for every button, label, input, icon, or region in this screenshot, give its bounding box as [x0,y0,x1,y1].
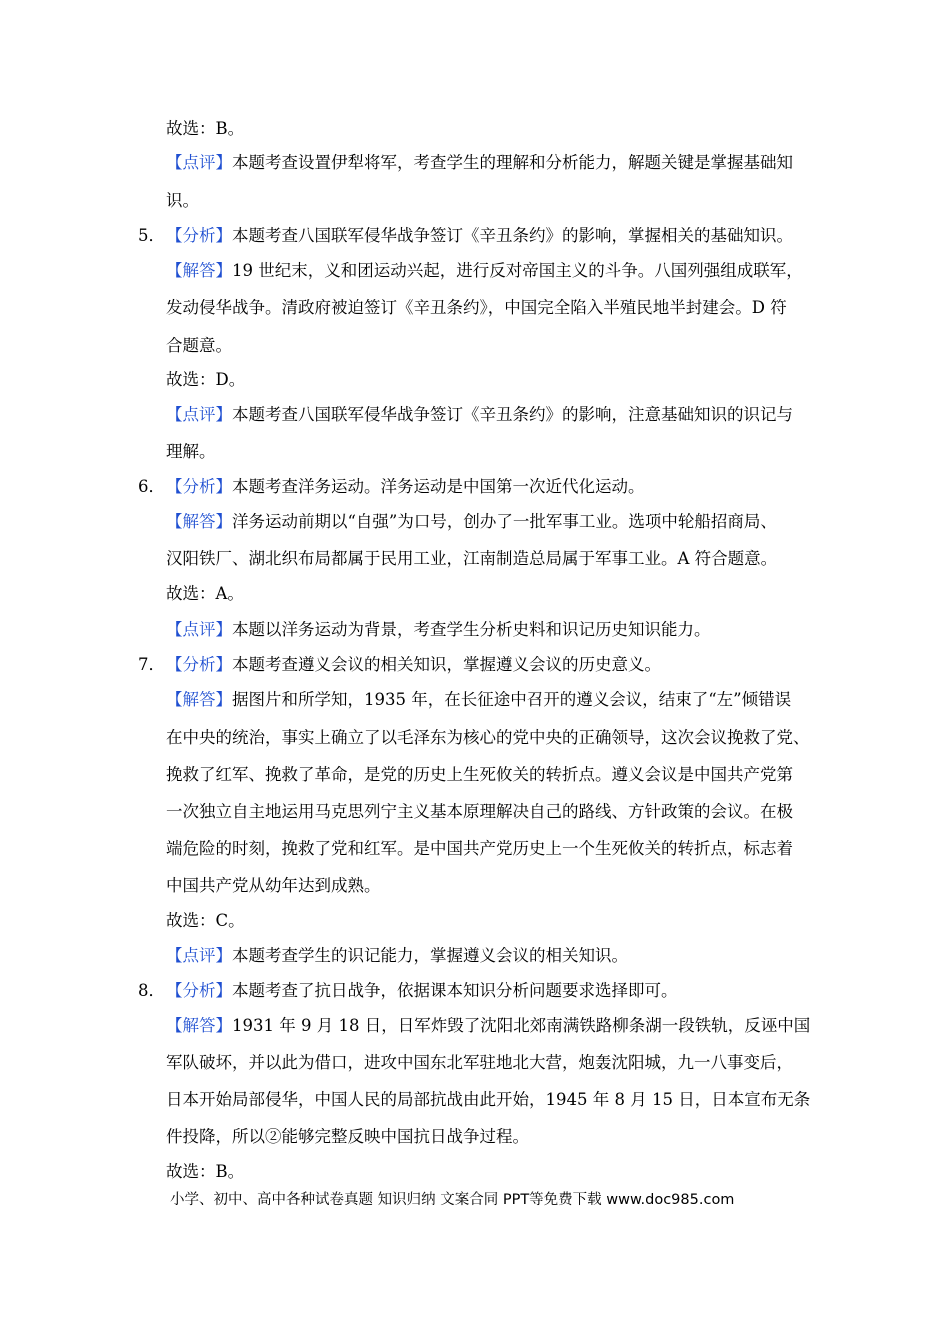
comment-tag: 【点评】 [166,620,232,639]
question-number-8: 8． [138,981,165,1000]
answer-tag: 【解答】 [166,512,232,531]
answer-7-line6: 中国共产党从幼年达到成熟。 [166,876,381,895]
answer-5-line2: 发动侵华战争。清政府被迫签订《辛丑条约》，中国完全陷入半殖民地半封建会。D 符 [166,298,787,317]
comment-tag: 【点评】 [166,405,232,424]
answer-8: 【解答】1931 年 9 月 18 日，日军炸毁了沈阳北郊南满铁路柳条湖一段铁轨，反诬中国 [166,1016,811,1035]
question-number-5: 5． [138,226,165,245]
analysis-tag: 【分析】 [166,981,232,1000]
answer-5-line3: 合题意。 [166,336,232,355]
answer-6: 【解答】洋务运动前期以“自强”为口号，创办了一批军事工业。选项中轮船招商局、 [166,512,777,531]
conclusion-7: 故选：C。 [166,911,245,930]
answer-5: 【解答】19 世纪末，义和团运动兴起，进行反对帝国主义的斗争。八国列强组成联军， [166,261,803,280]
comment-5-cont: 理解。 [166,442,216,461]
analysis-8: 【分析】本题考查了抗日战争，依据课本知识分析问题要求选择即可。 [166,981,678,1000]
conclusion-4: 故选：B。 [166,119,245,138]
comment-tag: 【点评】 [166,946,232,965]
answer-tag: 【解答】 [166,1016,232,1035]
analysis-5: 【分析】本题考查八国联军侵华战争签订《辛丑条约》的影响，掌握相关的基础知识。 [166,226,793,245]
answer-8-line2: 军队破坏，并以此为借口，进攻中国东北军驻地北大营，炮轰沈阳城，九一八事变后， [166,1053,793,1072]
answer-7-line4: 一次独立自主地运用马克思列宁主义基本原理解决自己的路线、方针政策的会议。在极 [166,802,793,821]
analysis-tag: 【分析】 [166,226,232,245]
answer-7-line2: 在中央的统治，事实上确立了以毛泽东为核心的党中央的正确领导，这次会议挽救了党、 [166,728,810,747]
answer-7-line5: 端危险的时刻，挽救了党和红军。是中国共产党历史上一个生死攸关的转折点，标志着 [166,839,793,858]
comment-6: 【点评】本题以洋务运动为背景，考查学生分析史料和识记历史知识能力。 [166,620,711,639]
comment-4-cont: 识。 [166,191,199,210]
analysis-7: 【分析】本题考查遵义会议的相关知识，掌握遵义会议的历史意义。 [166,655,661,674]
question-number-6: 6． [138,477,165,496]
answer-7: 【解答】据图片和所学知，1935 年，在长征途中召开的遵义会议，结束了“左”倾错误 [166,690,792,709]
question-number-7: 7． [138,655,165,674]
analysis-tag: 【分析】 [166,477,232,496]
comment-5: 【点评】本题考查八国联军侵华战争签订《辛丑条约》的影响，注意基础知识的识记与 [166,405,793,424]
comment-tag: 【点评】 [166,153,232,172]
answer-tag: 【解答】 [166,690,232,709]
comment-7: 【点评】本题考查学生的识记能力，掌握遵义会议的相关知识。 [166,946,628,965]
conclusion-5: 故选：D。 [166,370,246,389]
answer-7-line3: 挽救了红军、挽救了革命，是党的历史上生死攸关的转折点。遵义会议是中国共产党第 [166,765,793,784]
analysis-tag: 【分析】 [166,655,232,674]
conclusion-6: 故选：A。 [166,584,244,603]
answer-6-line2: 汉阳铁厂、湖北织布局都属于民用工业，江南制造总局属于军事工业。A 符合题意。 [166,549,778,568]
conclusion-8: 故选：B。 [166,1162,245,1181]
analysis-6: 【分析】本题考查洋务运动。洋务运动是中国第一次近代化运动。 [166,477,645,496]
answer-8-line3: 日本开始局部侵华，中国人民的局部抗战由此开始，1945 年 8 月 15 日，日本宣布无条 [166,1090,811,1109]
answer-8-line4: 件投降，所以②能够完整反映中国抗日战争过程。 [166,1127,529,1146]
footer-banner: 小学、初中、高中各种试卷真题 知识归纳 文案合同 PPT等免费下载 www.doc985.com [170,1192,735,1208]
answer-tag: 【解答】 [166,261,232,280]
comment-4: 【点评】本题考查设置伊犁将军，考查学生的理解和分析能力，解题关键是掌握基础知 [166,153,793,172]
